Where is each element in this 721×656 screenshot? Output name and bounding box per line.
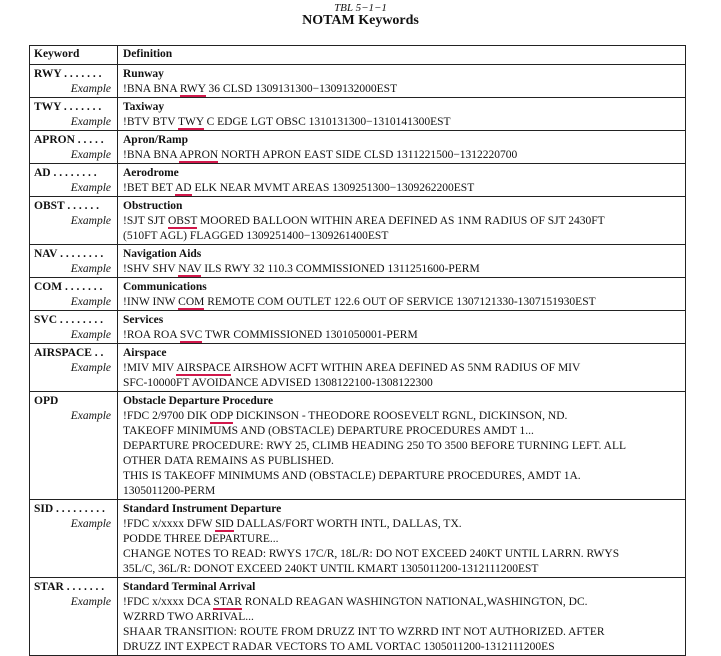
keyword-label: APRON . . . . . xyxy=(34,134,104,146)
keyword-cell xyxy=(30,98,118,130)
example-label: Example xyxy=(70,116,111,128)
keyword-label: SVC . . . . . . . . xyxy=(34,314,104,326)
example-text: DICKINSON - THEODORE ROOSEVELT RGNL, DICKINSON, ND. xyxy=(232,410,568,422)
example-text: OTHER DATA REMAINS AS PUBLISHED. xyxy=(123,455,334,467)
highlighted-keyword: TWY xyxy=(177,116,204,128)
table-row xyxy=(30,277,685,310)
example-line xyxy=(123,532,685,547)
example-line xyxy=(123,595,685,610)
definition-term: Navigation Aids xyxy=(123,248,202,260)
example-text: !SJT SJT xyxy=(123,215,168,227)
example-text: !FDC x/xxxx DCA xyxy=(123,596,214,608)
keyword-label: OPD xyxy=(34,395,59,407)
table-row xyxy=(30,244,685,277)
table-row xyxy=(30,343,685,391)
definition-cell xyxy=(118,311,685,343)
keyword-label: AIRSPACE . . xyxy=(34,347,104,359)
keyword-label: COM . . . . . . . xyxy=(34,281,103,293)
keyword-cell xyxy=(30,344,118,391)
keyword-label: RWY . . . . . . . xyxy=(34,68,102,80)
highlighted-keyword: SVC xyxy=(179,329,203,341)
definition-term: Apron/Ramp xyxy=(123,134,188,146)
example-label: Example xyxy=(70,410,111,422)
highlighted-keyword: AIRSPACE xyxy=(176,362,231,374)
example-text: (510FT AGL) FLAGGED 1309251400−1309261400EST xyxy=(123,230,389,242)
example-text: 1305011200-PERM xyxy=(123,485,216,497)
definition-cell xyxy=(118,98,685,130)
highlighted-keyword: NAV xyxy=(178,263,202,275)
example-text: 36 CLSD 1309131300−1309132000EST xyxy=(205,83,398,95)
definition-term: Services xyxy=(123,314,164,326)
keyword-cell xyxy=(30,392,118,499)
example-line xyxy=(123,454,685,469)
keyword-label: OBST . . . . . . xyxy=(34,200,99,212)
keyword-label: TWY . . . . . . . xyxy=(34,101,102,113)
example-text: !BNA BNA xyxy=(123,83,180,95)
definition-cell xyxy=(118,65,685,97)
definition-cell xyxy=(118,344,685,391)
table-row xyxy=(30,163,685,196)
example-text: !BNA BNA xyxy=(123,149,180,161)
example-line xyxy=(123,229,685,244)
example-line xyxy=(123,409,685,424)
example-label: Example xyxy=(70,215,111,227)
keyword-cell xyxy=(30,278,118,310)
table-row xyxy=(30,310,685,343)
example-label: Example xyxy=(70,362,111,374)
keyword-cell xyxy=(30,164,118,196)
example-text: ILS RWY 32 110.3 COMMISSIONED 1311251600-PERM xyxy=(201,263,480,275)
definition-term: Runway xyxy=(123,68,164,80)
keyword-cell xyxy=(30,197,118,244)
example-line xyxy=(123,625,685,640)
example-line xyxy=(123,610,685,625)
example-line xyxy=(123,148,685,163)
highlighted-keyword: AD xyxy=(174,182,192,194)
example-text: !FDC x/xxxx DFW xyxy=(123,518,216,530)
example-line xyxy=(123,214,685,229)
definition-term: Aerodrome xyxy=(123,167,179,179)
example-text: REMOTE COM OUTLET 122.6 OUT OF SERVICE 1307121330-1307151930EST xyxy=(204,296,596,308)
example-label: Example xyxy=(70,296,111,308)
example-line xyxy=(123,439,685,454)
example-label: Example xyxy=(70,329,111,341)
highlighted-keyword: ODP xyxy=(210,410,233,422)
table-row xyxy=(30,130,685,163)
example-text: TWR COMMISSIONED 1301050001-PERM xyxy=(202,329,418,341)
example-text: !SHV SHV xyxy=(123,263,179,275)
highlighted-keyword: OBST xyxy=(167,215,198,227)
example-line xyxy=(123,640,685,655)
example-line xyxy=(123,424,685,439)
example-text: DRUZZ INT EXPECT RADAR VECTORS TO AML VORTAC 1305011200-1312111200ES xyxy=(123,641,555,653)
keyword-cell xyxy=(30,65,118,97)
example-label: Example xyxy=(70,263,111,275)
example-line xyxy=(123,181,685,196)
example-line xyxy=(123,115,685,130)
definition-cell xyxy=(118,500,685,577)
definition-term: Communications xyxy=(123,281,207,293)
example-text: SHAAR TRANSITION: ROUTE FROM DRUZZ INT TO WZRRD INT NOT AUTHORIZED. AFTER xyxy=(123,626,605,638)
example-text: !BTV BTV xyxy=(123,116,178,128)
table-title: NOTAM Keywords xyxy=(302,13,419,28)
highlighted-keyword: STAR xyxy=(213,596,242,608)
table-row xyxy=(30,577,685,655)
example-text: MOORED BALLOON WITHIN AREA DEFINED AS 1NM RADIUS OF SJT 2430FT xyxy=(197,215,605,227)
example-label: Example xyxy=(70,596,111,608)
example-text: !MIV MIV xyxy=(123,362,177,374)
table-row xyxy=(30,64,685,97)
highlighted-keyword: APRON xyxy=(179,149,219,161)
example-line xyxy=(123,517,685,532)
definition-cell xyxy=(118,245,685,277)
example-line xyxy=(123,376,685,391)
example-line xyxy=(123,562,685,577)
example-text: SFC-10000FT AVOIDANCE ADVISED 1308122100-1308122300 xyxy=(123,377,433,389)
definition-term: Taxiway xyxy=(123,101,165,113)
keyword-label: SID . . . . . . . . . xyxy=(34,503,105,515)
example-label: Example xyxy=(70,182,111,194)
keyword-cell xyxy=(30,578,118,655)
example-line xyxy=(123,262,685,277)
example-text: TAKEOFF MINIMUMS AND (OBSTACLE) DEPARTURE PROCEDURES AMDT 1... xyxy=(123,425,534,437)
example-line xyxy=(123,328,685,343)
example-line xyxy=(123,547,685,562)
definition-column-header: Definition xyxy=(123,48,173,60)
highlighted-keyword: SID xyxy=(215,518,234,530)
definition-cell xyxy=(118,392,685,499)
table-row xyxy=(30,391,685,499)
example-text: !FDC 2/9700 DIK xyxy=(123,410,211,422)
table-number: TBL 5−1−1 xyxy=(334,2,387,14)
keyword-cell xyxy=(30,311,118,343)
definition-term: Standard Terminal Arrival xyxy=(123,581,256,593)
definition-cell xyxy=(118,578,685,655)
definition-cell xyxy=(118,131,685,163)
example-line xyxy=(123,82,685,97)
definition-term: Obstacle Departure Procedure xyxy=(123,395,274,407)
example-label: Example xyxy=(70,149,111,161)
example-line xyxy=(123,469,685,484)
definition-cell xyxy=(118,197,685,244)
example-label: Example xyxy=(70,83,111,95)
example-label: Example xyxy=(70,518,111,530)
table-header-row xyxy=(30,46,685,64)
example-text: NORTH APRON EAST SIDE CLSD 1311221500−1312220700 xyxy=(218,149,518,161)
table-row xyxy=(30,196,685,244)
example-text: C EDGE LGT OBSC 1310131300−1310141300EST xyxy=(203,116,451,128)
example-text: !BET BET xyxy=(123,182,175,194)
example-line xyxy=(123,295,685,310)
keyword-label: AD . . . . . . . . xyxy=(34,167,97,179)
example-line xyxy=(123,361,685,376)
definition-cell xyxy=(118,164,685,196)
keyword-label: STAR . . . . . . . xyxy=(34,581,105,593)
example-text: !INW INW xyxy=(123,296,179,308)
notam-keywords-table xyxy=(29,45,686,656)
example-line xyxy=(123,484,685,499)
example-text: RONALD REAGAN WASHINGTON NATIONAL,WASHINGTON, DC. xyxy=(241,596,588,608)
table-row xyxy=(30,499,685,577)
keyword-cell xyxy=(30,500,118,577)
highlighted-keyword: COM xyxy=(178,296,205,308)
example-text: DALLAS/FORT WORTH INTL, DALLAS, TX. xyxy=(233,518,462,530)
example-text: THIS IS TAKEOFF MINIMUMS AND (OBSTACLE) DEPARTURE PROCEDURES, AMDT 1A. xyxy=(123,470,581,482)
example-text: 35L/C, 36L/R: DONOT EXCEED 240KT UNTIL KMART 1305011200-1312111200EST xyxy=(123,563,539,575)
example-text: WZRRD TWO ARRIVAL... xyxy=(123,611,254,623)
definition-term: Obstruction xyxy=(123,200,183,212)
table-row xyxy=(30,97,685,130)
keyword-label: NAV . . . . . . . . xyxy=(34,248,104,260)
highlighted-keyword: RWY xyxy=(179,83,206,95)
example-text: CHANGE NOTES TO READ: RWYS 17C/R, 18L/R: DO NOT EXCEED 240KT UNTIL LARRN. RWYS xyxy=(123,548,620,560)
example-text: AIRSHOW ACFT WITHIN AREA DEFINED AS 5NM RADIUS OF MIV xyxy=(230,362,581,374)
keyword-cell xyxy=(30,245,118,277)
definition-cell xyxy=(118,278,685,310)
definition-term: Airspace xyxy=(123,347,167,359)
example-text: !ROA ROA xyxy=(123,329,180,341)
keyword-cell xyxy=(30,131,118,163)
example-text: ELK NEAR MVMT AREAS 1309251300−1309262200EST xyxy=(191,182,475,194)
example-text: PODDE THREE DEPARTURE... xyxy=(123,533,279,545)
keyword-column-header: Keyword xyxy=(30,46,118,64)
example-text: DEPARTURE PROCEDURE: RWY 25, CLIMB HEADING 250 TO 3500 BEFORE TURNING LEFT. ALL xyxy=(123,440,626,452)
definition-term: Standard Instrument Departure xyxy=(123,503,282,515)
